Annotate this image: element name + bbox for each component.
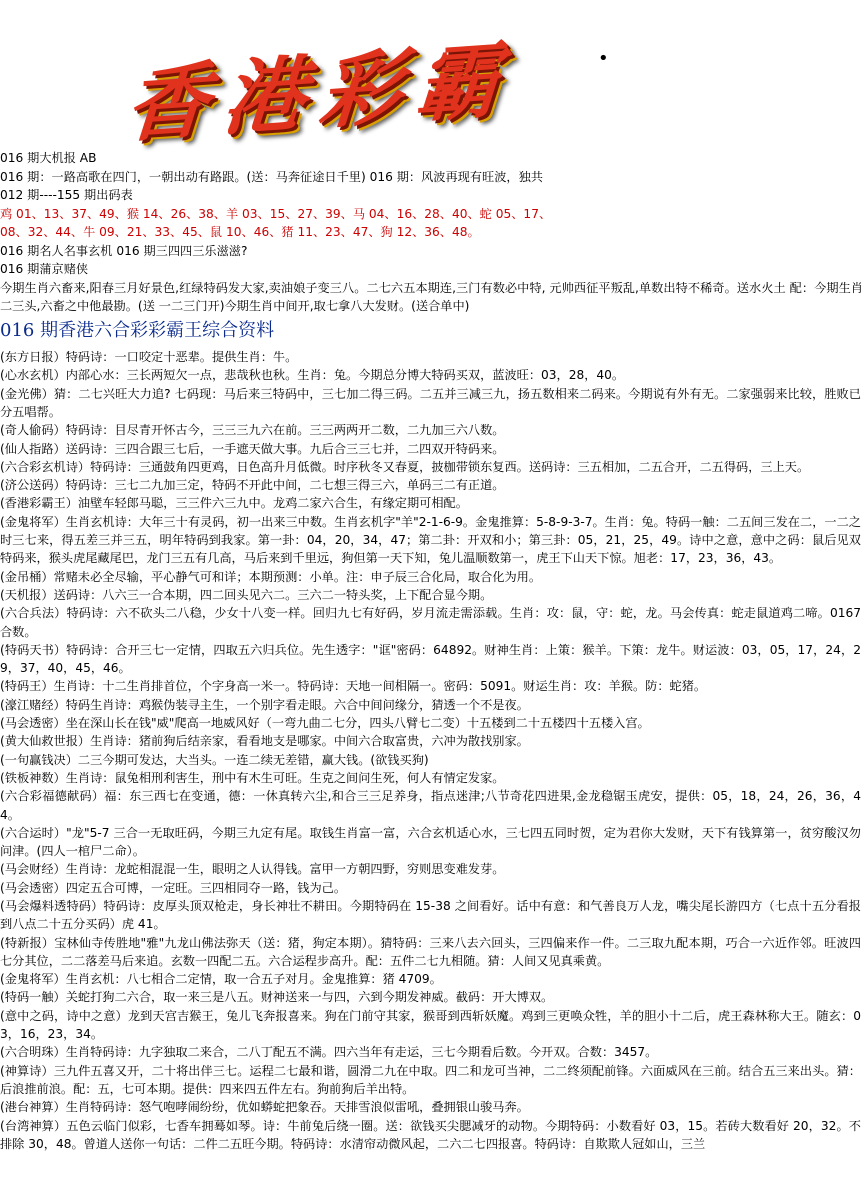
banner-dot: • <box>598 48 609 69</box>
entry-paragraph: (天机报）送码诗：八六三一合本期，四二回头见六二。三六二一特头奖，上下配合显今期。 <box>0 587 493 602</box>
entry-paragraph: (马会透密）四定五合可博，一定旺。三四相同夺一路，钱为己。 <box>0 880 347 895</box>
entry-paragraph: (港台神算）生肖特码诗：怒气咆哮闹纷纷，优如蟒蛇把象吞。天排雪浪似雷吼，叠拥银山骏马奔。 <box>0 1100 529 1115</box>
zodiac-table-line: 08、32、44、牛 09、21、33、45、鼠 10、46、猪 11、23、47、狗 12、36、48。 <box>0 225 480 239</box>
header-line: 016 期名人名事玄机 016 期三四四三乐滋滋? <box>0 243 248 258</box>
entry-paragraph: (仙人指路）送码诗：三四合跟三七后，一手遮天做大事。九后合三三七并，二四双开特码来。 <box>0 441 505 456</box>
entry-paragraph: (铁板神数）生肖诗：鼠兔相刑利害生，刑中有木生可旺。生克之间问生死，何人有情定发家。 <box>0 770 505 785</box>
entry-paragraph: (六合彩玄机诗）特码诗：三通鼓角四更鸡，日色高升月低微。时序秋冬又春夏，披枷带锁东复西。送码诗：三五相加，二五合开，二五得码，三上天。 <box>0 459 810 474</box>
entry-paragraph: (六合彩福德献码）福：东三西七在变通，德：一休真转六尘,和合三三足养身，指点迷津;八节奇花四进果,金龙稳锯玉虎安，提供：05，18，24，26，36，44。 <box>0 789 861 822</box>
header-line: 016 期蒲京赌侠 <box>0 262 89 276</box>
entry-paragraph: (特新报）宝林仙寺传胜地"雅"九龙山佛法弥天（送：猪，狗定本期）。猜特码：三来八去六回头，三四偏来作一件。二三取九配本期，巧合一六近作邻。旺波四七分其位，二二落差马后来追。玄数一四配二五。六合运程步高升。配：五件二七九相随。猜：人间又见真乘黄。 <box>0 935 861 968</box>
entry-paragraph: (六合运时）"龙"5-7 三合一无取旺码，今期三九定有尾。取钱生肖富一富，六合玄机适心水，三七四五同时贺，定为君你大发财，天下有钱算第一，贫穷酸汉勿问津。(四人一棺尸二命）。 <box>0 825 861 859</box>
entry-paragraph: (马会财经）生肖诗：龙蛇相混混一生，眼明之人认得钱。富甲一方朝四野，穷则思变难发芽。 <box>0 862 505 877</box>
entries-list <box>0 348 863 1153</box>
intro-paragraph: 今期生肖六畜来,阳春三月好景色,红绿特码发大家,卖油娘子变三八。二七六五本期连,三门有数必中特, 元帅西征平叛乱,单数出特不稀奇。送水火土 配：今期生肖二三头,六畜之中他最勘。(送 一二三门开)今期生肖中间开,取七拿八大发财。(送合单中) <box>0 280 863 313</box>
entry-paragraph: (特码天书）特码诗：合开三七一定情，四取五六归兵位。先生透字："诓"密码：64892。财神生肖：上策：猴羊。下策：龙牛。财运波：03，05，17，24，29，37，40，45，46。 <box>0 642 861 676</box>
entry-paragraph: (金吊桶）常赌未必全尽输，平心静气可和详；本期预测：小单。注：申子辰三合化局，取合化为用。 <box>0 569 542 584</box>
entry-paragraph: (濠江赌经）特码生肖诗：鸡猴伪装寻主生，一个别字看走眼。六合中间问缘分，猜透一个不是夜。 <box>0 697 529 712</box>
entry-paragraph: (奇人偷码）特码诗：目尽青开怀古今，三三三九六在前。三三两两开二数，二九加三六八数。 <box>0 423 505 438</box>
header-line: 012 期----155 期出码表 <box>0 188 133 202</box>
entry-paragraph: (济公送码）特码诗：三七二九加三定，特码不开此中间，二七想三得三六，单码三二有正道。 <box>0 478 505 493</box>
entry-paragraph: (六合明珠）生肖特码诗：九字独取二来合，二八丁配五不满。四六当年有走运，三七今期看后数。今开双。合数：3457。 <box>0 1045 658 1060</box>
header-line: 016 期大机报 AB <box>0 151 97 165</box>
entry-paragraph: (一句赢钱决）二三今期可发达，大当头。一连二续无差错，赢大钱。(欲钱买狗) <box>0 752 429 767</box>
entry-paragraph: (金鬼将军）生肖玄机诗：大年三十有灵码，初一出来三中数。生肖玄机字"羊"2-1-6-9。金鬼推算：5-8-9-3-7。生肖：兔。特码一触：二五间三发在二，一二之时三七来，得五差三并三五，明年特码到我家。第一卦：04，20，34，47；第二卦：开双和小；第三卦：05，21，25，49。诗中之意，意中之码：鼠后见双特码来，猴头虎尾藏尾巴，龙门三五有几高，马后来到千里远，狗但第一天下知，兔儿温顺数第一，虎王下山天下惊。旭老：17，23，36，43。 <box>0 514 861 566</box>
entry-paragraph: (金光佛）猜：二七兴旺大力追? 七码现：马后来三特码中，三七加二得三码。二五并三减三九，扬五数相来二码来。今期说有外有无。二家强弱来比较，胜败已分五唱帮。 <box>0 386 861 419</box>
entry-paragraph: (东方日报）特码诗：一口咬定十恶辈。提供生肖：牛。 <box>0 350 298 365</box>
entry-paragraph: (特码王）生肖诗：十二生肖排首位，个字身高一米一。特码诗：天地一间相隔一。密码：5091。财运生肖：攻：羊猴。防：蛇猪。 <box>0 679 707 694</box>
entry-paragraph: (意中之码，诗中之意）龙到天宫吉猴王，兔儿飞奔报喜来。狗在门前守其家，猴哥到西斩妖魔。鸡到三更唤众牲，羊的胆小十二后，虎王森林称大王。随玄：03，16，23，34。 <box>0 1008 861 1042</box>
entry-paragraph: (黄大仙救世报）生肖诗：猪前狗后结亲家，看看地支是哪家。中间六合取富贵，六冲为散找别家。 <box>0 734 529 749</box>
section-title: 016 期香港六合彩彩霸王综合资料 <box>0 320 275 342</box>
entry-paragraph: (马会透密）坐在深山长在钱"威"爬高一地威风好（一弯九曲二七分，四头八臂七二变）十五楼到二十五楼四十五楼入宫。 <box>0 716 650 731</box>
banner-logo-title: 香港彩霸 <box>122 31 517 155</box>
entry-paragraph: (心水玄机）内部心水：三长两短欠一点，悲哉秋也秋。生肖：兔。今期总分博大特码买双，蓝波旺：03，28，40。 <box>0 368 625 383</box>
entry-paragraph: (台湾神算）五色云临门似彩，七香车拥蓦如琴。诗：牛前兔后绕一圈。送：欲钱买尖腮减牙的动物。今期特码：小数看好 03，15。若砖大数看好 20，32。不排除 30，48。曾道人送你一句话：二件二五旺今期。特码诗：水清帘动微风起，二六二七四报喜。特码诗：自欺欺人冠如山，三兰 <box>0 1118 861 1151</box>
entry-paragraph: (马会爆料透特码）特码诗：皮厚头顶双枪走，身长神壮不耕田。今期特码在 15-38 之间看好。话中有意：和气善良万人龙，嘴尖尾长游四方（七点十五分看报到八点二十五分买码）虎 41。 <box>0 899 861 932</box>
entry-paragraph: (神算诗）三九件五喜又开，二十将出伴三七。运程二七最和谐，圆滑二九在中取。四二和龙可当神，二二终须配前锋。六面威风在三前。结合五三来出头。猜：后浪推前浪。配：五，七可本期。提供：四来四五件左右。狗前狗后羊出特。 <box>0 1063 861 1096</box>
header-line: 016 期：一路高歌在四门，一朝出动有路跟。(送：马奔征途日千里) 016 期：风波再现有旺波，独共 <box>0 169 543 184</box>
zodiac-table-line: 鸡 01、13、37、49、猴 14、26、38、羊 03、15、27、39、马 04、16、28、40、蛇 05、17、 <box>0 206 552 221</box>
entry-paragraph: (香港彩霸王）油壁车轻郎马聪，三三件六三九中。龙鸡二家六合生，有缘定期可相配。 <box>0 496 468 511</box>
entry-paragraph: (特码一触）关蛇打狗二六合，取一来三是八五。财神送来一与四，六到今期发神威。截码：开大博双。 <box>0 990 554 1005</box>
banner <box>0 0 863 155</box>
entry-paragraph: (金鬼将军）生肖玄机：八七相合二定情，取一合五子对月。金鬼推算：猪 4709。 <box>0 972 442 987</box>
content <box>0 149 863 1153</box>
entry-paragraph: (六合兵法）特码诗：六不砍头二八稳，少女十八变一样。回归九七有好码，岁月流走需添载。生肖：攻：鼠，守：蛇，龙。马会传真：蛇走鼠道鸡二啼。0167 合数。 <box>0 606 861 639</box>
